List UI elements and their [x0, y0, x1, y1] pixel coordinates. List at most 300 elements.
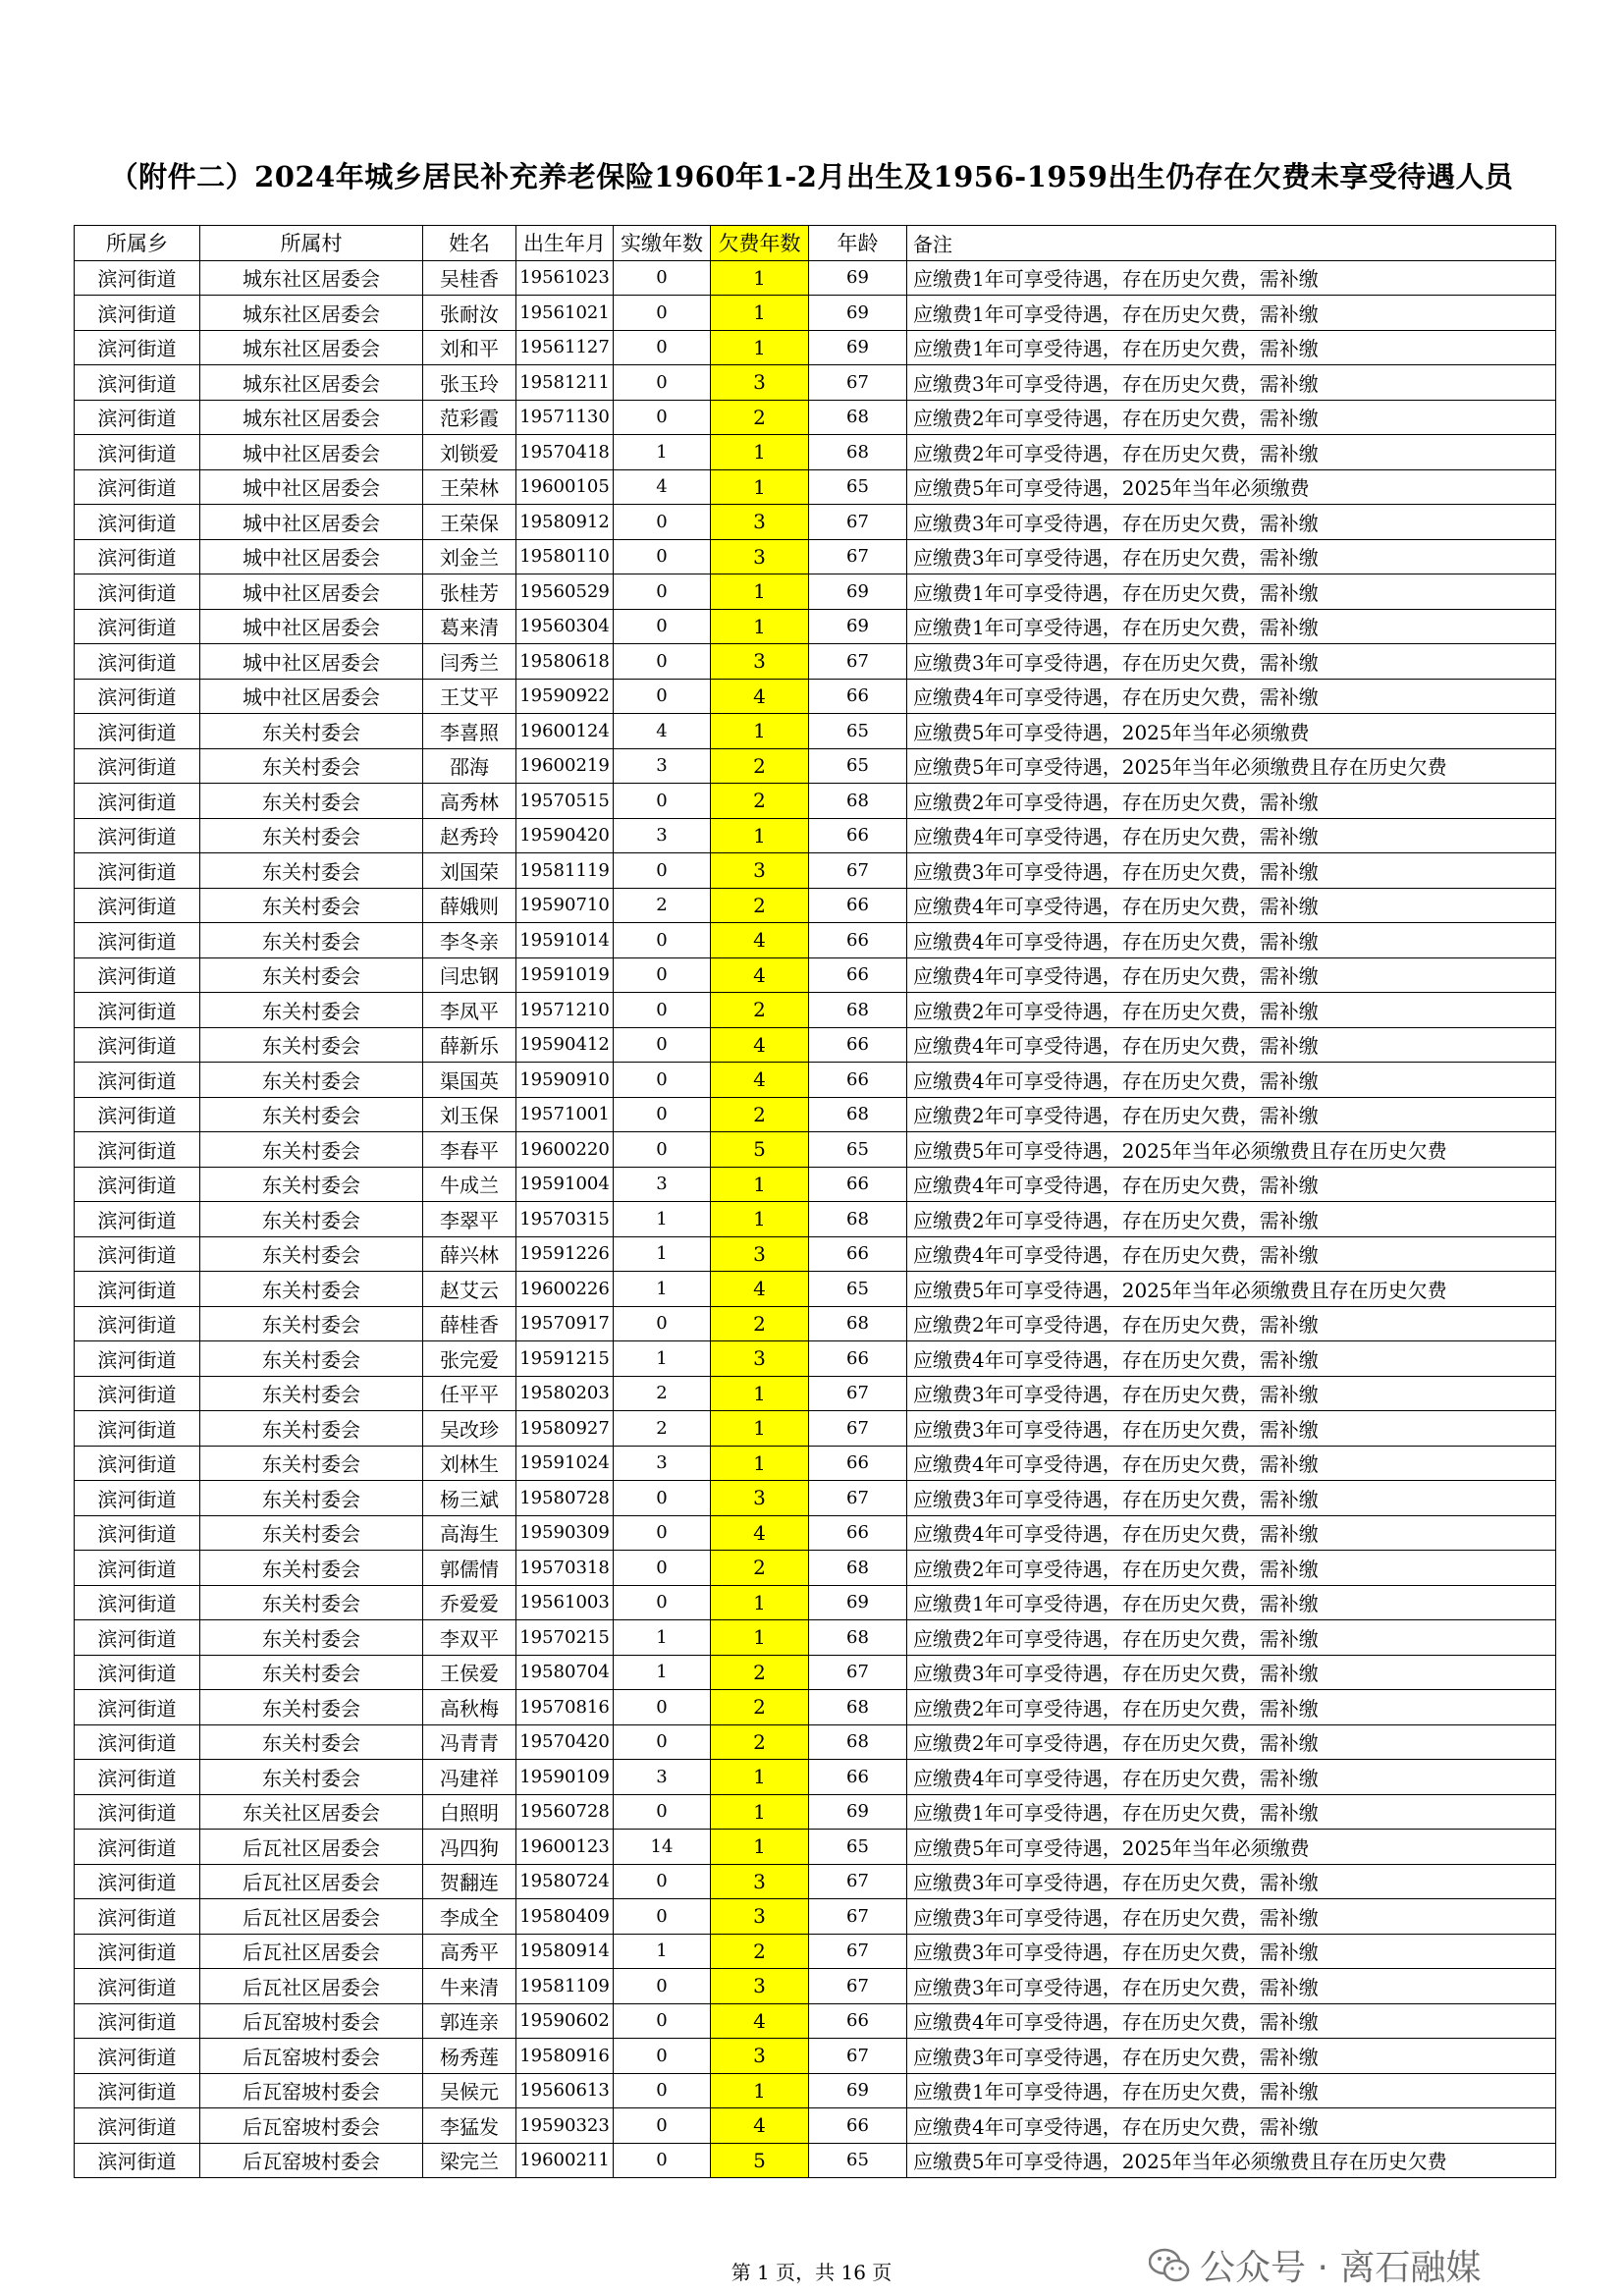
cell-age: 66 [809, 1341, 907, 1377]
cell-remark: 应缴费2年可享受待遇，存在历史欠费，需补缴 [907, 784, 1556, 819]
cell-paid-years: 3 [614, 1760, 711, 1795]
cell-remark: 应缴费2年可享受待遇，存在历史欠费，需补缴 [907, 435, 1556, 470]
cell-remark: 应缴费4年可享受待遇，存在历史欠费，需补缴 [907, 957, 1556, 993]
cell-village: 城中社区居委会 [200, 435, 423, 470]
cell-paid-years: 1 [614, 1236, 711, 1272]
cell-name: 张玉玲 [423, 365, 516, 401]
cell-age: 67 [809, 1411, 907, 1447]
cell-paid-years: 0 [614, 400, 711, 435]
cell-age: 67 [809, 1655, 907, 1690]
cell-township: 滨河街道 [75, 505, 200, 540]
cell-name: 王艾平 [423, 679, 516, 714]
cell-township: 滨河街道 [75, 296, 200, 331]
cell-name: 闫秀兰 [423, 644, 516, 680]
cell-township: 滨河街道 [75, 1724, 200, 1760]
cell-paid-years: 1 [614, 1934, 711, 1969]
cell-owed-years: 2 [711, 1934, 809, 1969]
cell-paid-years: 0 [614, 679, 711, 714]
cell-birth: 19600123 [516, 1830, 614, 1865]
cell-paid-years: 0 [614, 539, 711, 574]
cell-village: 城中社区居委会 [200, 505, 423, 540]
cell-owed-years: 1 [711, 330, 809, 365]
cell-name: 薛兴林 [423, 1236, 516, 1272]
table-row [75, 1481, 1556, 1516]
cell-age: 68 [809, 1551, 907, 1586]
cell-paid-years: 0 [614, 1027, 711, 1063]
cell-village: 东关村委会 [200, 923, 423, 958]
cell-name: 渠国英 [423, 1063, 516, 1098]
cell-remark: 应缴费4年可享受待遇，存在历史欠费，需补缴 [907, 818, 1556, 853]
cell-remark: 应缴费4年可享受待遇，存在历史欠费，需补缴 [907, 923, 1556, 958]
table-row [75, 1620, 1556, 1656]
cell-village: 东关村委会 [200, 1446, 423, 1481]
cell-township: 滨河街道 [75, 888, 200, 923]
table-row [75, 1202, 1556, 1237]
cell-remark: 应缴费1年可享受待遇，存在历史欠费，需补缴 [907, 1794, 1556, 1830]
table-row [75, 1167, 1556, 1202]
cell-name: 贺翻连 [423, 1864, 516, 1899]
table-row [75, 1830, 1556, 1865]
cell-township: 滨河街道 [75, 679, 200, 714]
cell-remark: 应缴费5年可享受待遇，2025年当年必须缴费且存在历史欠费 [907, 1132, 1556, 1168]
cell-remark: 应缴费3年可享受待遇，存在历史欠费，需补缴 [907, 1376, 1556, 1411]
cell-birth: 19570318 [516, 1551, 614, 1586]
table-row [75, 2039, 1556, 2074]
cell-remark: 应缴费1年可享受待遇，存在历史欠费，需补缴 [907, 574, 1556, 610]
cell-owed-years: 4 [711, 2003, 809, 2039]
cell-age: 69 [809, 609, 907, 644]
cell-age: 65 [809, 1830, 907, 1865]
cell-owed-years: 1 [711, 260, 809, 296]
cell-township: 滨河街道 [75, 1132, 200, 1168]
cell-name: 王荣保 [423, 505, 516, 540]
cell-township: 滨河街道 [75, 1515, 200, 1551]
cell-paid-years: 0 [614, 957, 711, 993]
cell-owed-years: 1 [711, 1585, 809, 1620]
cell-township: 滨河街道 [75, 784, 200, 819]
table-row [75, 365, 1556, 401]
cell-owed-years: 3 [711, 539, 809, 574]
cell-owed-years: 2 [711, 993, 809, 1028]
cell-name: 李成全 [423, 1899, 516, 1935]
cell-owed-years: 3 [711, 1481, 809, 1516]
cell-paid-years: 1 [614, 1341, 711, 1377]
cell-owed-years: 4 [711, 1272, 809, 1307]
cell-owed-years: 1 [711, 1620, 809, 1656]
page-title: （附件二）2024年城乡居民补充养老保险1960年1-2月出生及1956-1959出生仍存在欠费未享受待遇人员 [109, 160, 1514, 193]
cell-township: 滨河街道 [75, 539, 200, 574]
cell-township: 滨河街道 [75, 1864, 200, 1899]
cell-village: 东关村委会 [200, 993, 423, 1028]
cell-village: 东关村委会 [200, 1551, 423, 1586]
cell-birth: 19571001 [516, 1097, 614, 1132]
cell-owed-years: 1 [711, 469, 809, 505]
cell-remark: 应缴费1年可享受待遇，存在历史欠费，需补缴 [907, 296, 1556, 331]
cell-township: 滨河街道 [75, 853, 200, 889]
cell-birth: 19580409 [516, 1899, 614, 1935]
table-row [75, 1341, 1556, 1377]
cell-birth: 19570515 [516, 784, 614, 819]
cell-name: 李猛发 [423, 2108, 516, 2144]
cell-township: 滨河街道 [75, 2073, 200, 2108]
cell-township: 滨河街道 [75, 1272, 200, 1307]
cell-remark: 应缴费2年可享受待遇，存在历史欠费，需补缴 [907, 1620, 1556, 1656]
cell-village: 东关村委会 [200, 1655, 423, 1690]
cell-remark: 应缴费1年可享受待遇，存在历史欠费，需补缴 [907, 1585, 1556, 1620]
cell-birth: 19600219 [516, 748, 614, 784]
cell-birth: 19591019 [516, 957, 614, 993]
cell-township: 滨河街道 [75, 2143, 200, 2178]
cell-name: 王荣林 [423, 469, 516, 505]
table-row [75, 2003, 1556, 2039]
cell-name: 薛娥则 [423, 888, 516, 923]
cell-village: 东关村委会 [200, 1341, 423, 1377]
cell-paid-years: 0 [614, 923, 711, 958]
cell-owed-years: 1 [711, 1202, 809, 1237]
cell-name: 白照明 [423, 1794, 516, 1830]
cell-age: 66 [809, 1446, 907, 1481]
cell-age: 65 [809, 1272, 907, 1307]
cell-remark: 应缴费2年可享受待遇，存在历史欠费，需补缴 [907, 1097, 1556, 1132]
cell-remark: 应缴费2年可享受待遇，存在历史欠费，需补缴 [907, 1724, 1556, 1760]
cell-birth: 19570816 [516, 1690, 614, 1725]
cell-paid-years: 0 [614, 2073, 711, 2108]
cell-village: 东关社区居委会 [200, 1794, 423, 1830]
cell-birth: 19580912 [516, 505, 614, 540]
cell-owed-years: 1 [711, 435, 809, 470]
table-row [75, 784, 1556, 819]
cell-township: 滨河街道 [75, 1969, 200, 2004]
cell-birth: 19580704 [516, 1655, 614, 1690]
cell-age: 67 [809, 1376, 907, 1411]
cell-township: 滨河街道 [75, 1202, 200, 1237]
cell-owed-years: 1 [711, 1794, 809, 1830]
table-body [75, 260, 1556, 2178]
cell-birth: 19590412 [516, 1027, 614, 1063]
cell-owed-years: 3 [711, 1899, 809, 1935]
cell-birth: 19591014 [516, 923, 614, 958]
cell-age: 69 [809, 330, 907, 365]
table-row [75, 1724, 1556, 1760]
table-row [75, 2108, 1556, 2144]
cell-township: 滨河街道 [75, 1690, 200, 1725]
cell-age: 67 [809, 1899, 907, 1935]
table-row [75, 1655, 1556, 1690]
cell-township: 滨河街道 [75, 1341, 200, 1377]
cell-age: 67 [809, 1934, 907, 1969]
cell-township: 滨河街道 [75, 1236, 200, 1272]
cell-paid-years: 1 [614, 1655, 711, 1690]
table-row [75, 1097, 1556, 1132]
cell-age: 67 [809, 1864, 907, 1899]
cell-paid-years: 0 [614, 1063, 711, 1098]
cell-age: 66 [809, 957, 907, 993]
cell-age: 65 [809, 714, 907, 749]
cell-age: 66 [809, 1760, 907, 1795]
cell-birth: 19570315 [516, 1202, 614, 1237]
cell-paid-years: 0 [614, 1551, 711, 1586]
cell-remark: 应缴费3年可享受待遇，存在历史欠费，需补缴 [907, 1899, 1556, 1935]
cell-remark: 应缴费5年可享受待遇，2025年当年必须缴费 [907, 469, 1556, 505]
cell-paid-years: 1 [614, 1202, 711, 1237]
table-row [75, 1306, 1556, 1341]
cell-name: 刘锁爱 [423, 435, 516, 470]
cell-name: 吴桂香 [423, 260, 516, 296]
cell-township: 滨河街道 [75, 644, 200, 680]
cell-birth: 19560613 [516, 2073, 614, 2108]
cell-owed-years: 1 [711, 574, 809, 610]
table-row [75, 888, 1556, 923]
cell-village: 东关村委会 [200, 784, 423, 819]
cell-owed-years: 2 [711, 1690, 809, 1725]
cell-remark: 应缴费2年可享受待遇，存在历史欠费，需补缴 [907, 1306, 1556, 1341]
cell-name: 李凤平 [423, 993, 516, 1028]
cell-village: 东关村委会 [200, 1411, 423, 1447]
cell-birth: 19590910 [516, 1063, 614, 1098]
cell-village: 城中社区居委会 [200, 644, 423, 680]
cell-village: 东关村委会 [200, 1202, 423, 1237]
cell-village: 后瓦社区居委会 [200, 1899, 423, 1935]
cell-township: 滨河街道 [75, 1760, 200, 1795]
cell-age: 68 [809, 400, 907, 435]
cell-age: 66 [809, 2108, 907, 2144]
cell-paid-years: 0 [614, 1794, 711, 1830]
cell-name: 冯四狗 [423, 1830, 516, 1865]
cell-paid-years: 0 [614, 853, 711, 889]
cell-age: 68 [809, 1306, 907, 1341]
page-footer: 第 1 页，共 16 页 [730, 2261, 893, 2284]
cell-remark: 应缴费4年可享受待遇，存在历史欠费，需补缴 [907, 1760, 1556, 1795]
cell-owed-years: 2 [711, 1306, 809, 1341]
cell-paid-years: 0 [614, 784, 711, 819]
cell-birth: 19600220 [516, 1132, 614, 1168]
cell-paid-years: 0 [614, 1306, 711, 1341]
cell-village: 东关村委会 [200, 1167, 423, 1202]
cell-name: 梁完兰 [423, 2143, 516, 2178]
cell-age: 67 [809, 1969, 907, 2004]
cell-village: 后瓦窑坡村委会 [200, 2003, 423, 2039]
cell-township: 滨河街道 [75, 957, 200, 993]
cell-birth: 19600105 [516, 469, 614, 505]
cell-owed-years: 2 [711, 1655, 809, 1690]
cell-age: 66 [809, 1515, 907, 1551]
table-row [75, 296, 1556, 331]
cell-age: 68 [809, 784, 907, 819]
cell-remark: 应缴费4年可享受待遇，存在历史欠费，需补缴 [907, 1515, 1556, 1551]
cell-township: 滨河街道 [75, 1899, 200, 1935]
cell-name: 范彩霞 [423, 400, 516, 435]
cell-paid-years: 0 [614, 2143, 711, 2178]
col-header-age: 年龄 [809, 226, 907, 261]
cell-paid-years: 2 [614, 888, 711, 923]
cell-remark: 应缴费1年可享受待遇，存在历史欠费，需补缴 [907, 330, 1556, 365]
cell-township: 滨河街道 [75, 714, 200, 749]
cell-township: 滨河街道 [75, 1063, 200, 1098]
cell-village: 东关村委会 [200, 1760, 423, 1795]
table-row [75, 1515, 1556, 1551]
cell-birth: 19561127 [516, 330, 614, 365]
cell-name: 牛来清 [423, 1969, 516, 2004]
cell-name: 冯建祥 [423, 1760, 516, 1795]
cell-paid-years: 1 [614, 1620, 711, 1656]
cell-village: 城东社区居委会 [200, 365, 423, 401]
cell-township: 滨河街道 [75, 1167, 200, 1202]
cell-village: 东关村委会 [200, 1236, 423, 1272]
cell-name: 吴改珍 [423, 1411, 516, 1447]
cell-owed-years: 3 [711, 365, 809, 401]
cell-name: 薛新乐 [423, 1027, 516, 1063]
cell-village: 城东社区居委会 [200, 330, 423, 365]
cell-birth: 19581109 [516, 1969, 614, 2004]
cell-village: 东关村委会 [200, 1132, 423, 1168]
cell-name: 郭连亲 [423, 2003, 516, 2039]
cell-age: 65 [809, 469, 907, 505]
cell-remark: 应缴费3年可享受待遇，存在历史欠费，需补缴 [907, 505, 1556, 540]
cell-village: 东关村委会 [200, 957, 423, 993]
cell-owed-years: 3 [711, 853, 809, 889]
cell-name: 赵艾云 [423, 1272, 516, 1307]
table-row [75, 469, 1556, 505]
cell-owed-years: 3 [711, 644, 809, 680]
cell-remark: 应缴费4年可享受待遇，存在历史欠费，需补缴 [907, 1446, 1556, 1481]
cell-age: 69 [809, 296, 907, 331]
cell-age: 66 [809, 1236, 907, 1272]
table-row [75, 923, 1556, 958]
cell-remark: 应缴费2年可享受待遇，存在历史欠费，需补缴 [907, 993, 1556, 1028]
cell-remark: 应缴费4年可享受待遇，存在历史欠费，需补缴 [907, 1027, 1556, 1063]
cell-paid-years: 14 [614, 1830, 711, 1865]
cell-owed-years: 3 [711, 1236, 809, 1272]
cell-owed-years: 3 [711, 505, 809, 540]
cell-paid-years: 3 [614, 748, 711, 784]
cell-village: 东关村委会 [200, 1272, 423, 1307]
cell-owed-years: 3 [711, 1341, 809, 1377]
cell-name: 杨秀莲 [423, 2039, 516, 2074]
cell-township: 滨河街道 [75, 330, 200, 365]
cell-birth: 19590922 [516, 679, 614, 714]
cell-name: 刘金兰 [423, 539, 516, 574]
cell-age: 68 [809, 1097, 907, 1132]
cell-name: 吴候元 [423, 2073, 516, 2108]
cell-village: 东关村委会 [200, 1097, 423, 1132]
cell-age: 69 [809, 260, 907, 296]
cell-name: 高秀林 [423, 784, 516, 819]
cell-remark: 应缴费3年可享受待遇，存在历史欠费，需补缴 [907, 1655, 1556, 1690]
cell-township: 滨河街道 [75, 1551, 200, 1586]
cell-age: 68 [809, 1724, 907, 1760]
cell-remark: 应缴费3年可享受待遇，存在历史欠费，需补缴 [907, 365, 1556, 401]
cell-owed-years: 2 [711, 1097, 809, 1132]
cell-name: 郭儒情 [423, 1551, 516, 1586]
cell-village: 后瓦窑坡村委会 [200, 2039, 423, 2074]
col-header-name: 姓名 [423, 226, 516, 261]
cell-remark: 应缴费3年可享受待遇，存在历史欠费，需补缴 [907, 1481, 1556, 1516]
cell-name: 杨三斌 [423, 1481, 516, 1516]
cell-name: 乔爱爱 [423, 1585, 516, 1620]
table-row [75, 1063, 1556, 1098]
cell-birth: 19580927 [516, 1411, 614, 1447]
cell-village: 东关村委会 [200, 1376, 423, 1411]
table-row [75, 609, 1556, 644]
watermark [1149, 2240, 1481, 2290]
table-row [75, 330, 1556, 365]
cell-age: 66 [809, 1027, 907, 1063]
cell-name: 高秀平 [423, 1934, 516, 1969]
table-row [75, 400, 1556, 435]
cell-owed-years: 5 [711, 2143, 809, 2178]
cell-township: 滨河街道 [75, 2003, 200, 2039]
cell-age: 67 [809, 853, 907, 889]
cell-birth: 19561021 [516, 296, 614, 331]
cell-village: 东关村委会 [200, 1620, 423, 1656]
table-row [75, 1411, 1556, 1447]
cell-paid-years: 3 [614, 818, 711, 853]
cell-age: 67 [809, 505, 907, 540]
cell-remark: 应缴费5年可享受待遇，2025年当年必须缴费 [907, 1830, 1556, 1865]
cell-name: 李春平 [423, 1132, 516, 1168]
cell-birth: 19561023 [516, 260, 614, 296]
cell-birth: 19591226 [516, 1236, 614, 1272]
cell-village: 后瓦窑坡村委会 [200, 2073, 423, 2108]
cell-age: 69 [809, 1794, 907, 1830]
cell-village: 后瓦窑坡村委会 [200, 2143, 423, 2178]
cell-remark: 应缴费4年可享受待遇，存在历史欠费，需补缴 [907, 1167, 1556, 1202]
cell-village: 城东社区居委会 [200, 400, 423, 435]
cell-paid-years: 0 [614, 1132, 711, 1168]
table-row [75, 1794, 1556, 1830]
cell-owed-years: 5 [711, 1132, 809, 1168]
cell-township: 滨河街道 [75, 748, 200, 784]
col-header-owed-years: 欠费年数 [711, 226, 809, 261]
cell-village: 城中社区居委会 [200, 539, 423, 574]
cell-village: 东关村委会 [200, 1027, 423, 1063]
cell-village: 城东社区居委会 [200, 260, 423, 296]
cell-age: 65 [809, 2143, 907, 2178]
cell-name: 冯青青 [423, 1724, 516, 1760]
cell-remark: 应缴费4年可享受待遇，存在历史欠费，需补缴 [907, 2003, 1556, 2039]
cell-remark: 应缴费1年可享受待遇，存在历史欠费，需补缴 [907, 2073, 1556, 2108]
cell-remark: 应缴费3年可享受待遇，存在历史欠费，需补缴 [907, 644, 1556, 680]
cell-township: 滨河街道 [75, 469, 200, 505]
cell-township: 滨河街道 [75, 574, 200, 610]
cell-remark: 应缴费5年可享受待遇，2025年当年必须缴费且存在历史欠费 [907, 1272, 1556, 1307]
cell-owed-years: 1 [711, 2073, 809, 2108]
cell-age: 68 [809, 1620, 907, 1656]
cell-owed-years: 4 [711, 1063, 809, 1098]
cell-name: 任平平 [423, 1376, 516, 1411]
cell-age: 66 [809, 818, 907, 853]
cell-birth: 19580110 [516, 539, 614, 574]
cell-age: 65 [809, 1132, 907, 1168]
cell-birth: 19590420 [516, 818, 614, 853]
cell-paid-years: 0 [614, 2003, 711, 2039]
cell-owed-years: 3 [711, 1969, 809, 2004]
cell-township: 滨河街道 [75, 1585, 200, 1620]
cell-paid-years: 0 [614, 365, 711, 401]
cell-birth: 19571210 [516, 993, 614, 1028]
table-row [75, 1585, 1556, 1620]
cell-birth: 19570418 [516, 435, 614, 470]
cell-owed-years: 4 [711, 957, 809, 993]
cell-age: 69 [809, 574, 907, 610]
cell-remark: 应缴费3年可享受待遇，存在历史欠费，需补缴 [907, 1969, 1556, 2004]
cell-paid-years: 1 [614, 435, 711, 470]
cell-owed-years: 1 [711, 714, 809, 749]
cell-paid-years: 3 [614, 1446, 711, 1481]
cell-paid-years: 0 [614, 1724, 711, 1760]
cell-birth: 19581119 [516, 853, 614, 889]
cell-remark: 应缴费5年可享受待遇，2025年当年必须缴费且存在历史欠费 [907, 2143, 1556, 2178]
